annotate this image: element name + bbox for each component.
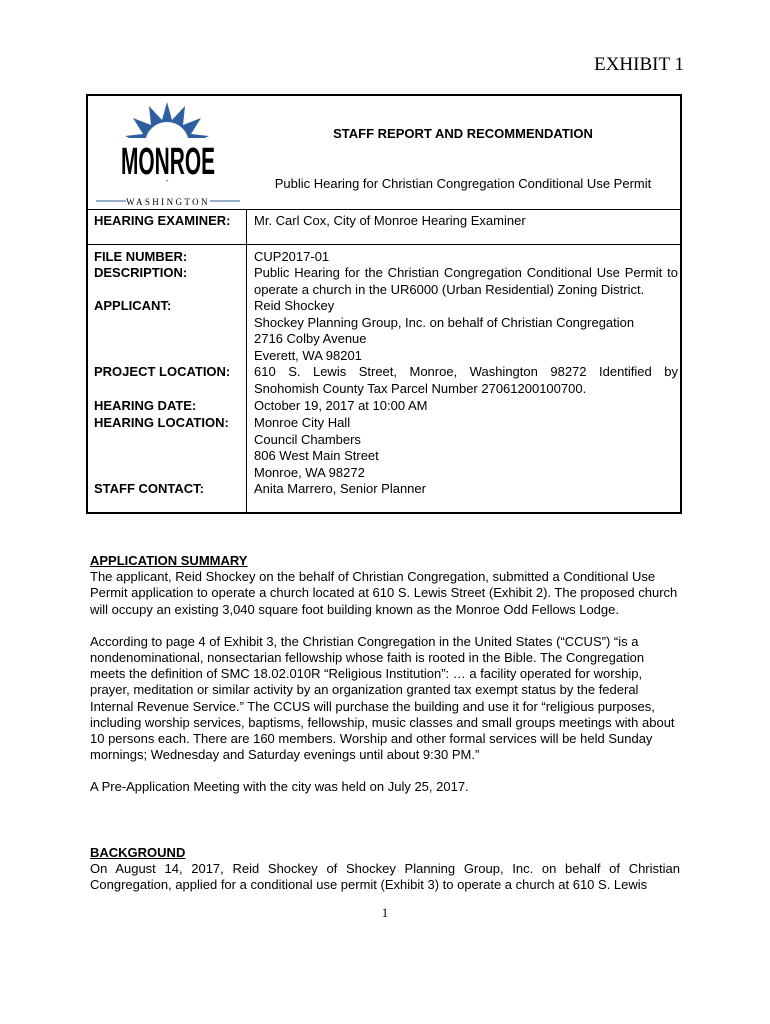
page-number: 1: [381, 905, 389, 920]
divider: [246, 244, 247, 514]
applicant-line: 2716 Colby Avenue: [254, 331, 367, 346]
logo-wordmark: MONROE: [120, 140, 216, 183]
hearing-date-label: HEARING DATE:: [94, 398, 197, 413]
summary-paragraph: A Pre-Application Meeting with the city was held on July 25, 2017.: [90, 779, 469, 795]
file-number-label: FILE NUMBER:: [94, 249, 188, 264]
hearing-location-line: Council Chambers: [254, 431, 361, 447]
divider: [246, 209, 247, 244]
applicant-line: Everett, WA 98201: [254, 347, 362, 363]
logo-subtitle: WASHINGTON: [126, 197, 210, 207]
report-header: [246, 96, 680, 209]
monroe-logo: [88, 96, 246, 209]
hearing-examiner-text: Mr. Carl Cox, City of Monroe Hearing Examiner: [254, 213, 526, 228]
applicant-line: Reid Shockey: [254, 298, 335, 313]
hearing-examiner-value: [254, 213, 678, 230]
applicant-value: [254, 298, 678, 364]
staff-contact-text: Anita Marrero, Senior Planner: [254, 481, 426, 496]
monroe-logo-icon: [88, 96, 246, 209]
hearing-date-text: October 19, 2017 at 10:00 AM: [254, 398, 428, 413]
summary-heading: APPLICATION SUMMARY: [90, 553, 248, 568]
project-location-value: [254, 364, 678, 397]
divider: [88, 244, 680, 245]
report-subtitle: Public Hearing for Christian Congregation Conditional Use Permit: [274, 176, 652, 191]
project-location-line: Snohomish County Tax Parcel Number 27061200100700.: [254, 380, 587, 396]
project-location-label: PROJECT LOCATION:: [94, 364, 231, 379]
description-value: [254, 265, 678, 298]
applicant-label: APPLICANT:: [94, 298, 172, 313]
exhibit-label: EXHIBIT 1: [594, 54, 684, 75]
description-line: operate a church in the UR6000 (Urban Residential) Zoning District.: [254, 281, 645, 297]
staff-contact-label: STAFF CONTACT:: [94, 481, 204, 496]
summary-paragraph: According to page 4 of Exhibit 3, the Christian Congregation in the United States (“CCUS”) “is a nondenominational, nonsectarian fellowship whose faith is rooted in the Bible. The Congregation meets the definition of SMC 18.02.010R “Religious Institution”: … a facility operated for worship, prayer, meditation or similar activity by an organization granted tax exempt status by the federal Internal Revenue Service.” The CCUS will purchase the building and use it for “religious purposes, including worship services, baptisms, fellowship, music classes and small groups meetings with about 10 persons each. There are 160 members. Worship and other formal services will be held Sunday mornings; Wednesday and Saturday evenings until about 9:30 PM.”: [90, 633, 675, 763]
file-number-text: CUP2017-01: [254, 249, 330, 264]
application-summary: [90, 553, 680, 796]
applicant-line: Shockey Planning Group, Inc. on behalf of Christian Congregation: [254, 314, 635, 330]
hearing-location-label: HEARING LOCATION:: [94, 415, 229, 430]
project-location-line: 610 S. Lewis Street, Monroe, Washington 98272 Identified by: [254, 364, 678, 379]
background-line: On August 14, 2017, Reid Shockey of Shockey Planning Group, Inc. on behalf of Christian: [90, 861, 680, 877]
staff-report-table: [86, 94, 682, 514]
hearing-location-line: 806 West Main Street: [254, 448, 379, 463]
summary-paragraph: The applicant, Reid Shockey on the behalf of Christian Congregation, submitted a Conditional Use Permit application to operate a church located at 610 S. Lewis Street (Exhibit 2). The proposed church will occupy an existing 3,040 square foot building known as the Monroe Odd Fellows Lodge.: [90, 569, 678, 617]
description-line: Public Hearing for the Christian Congregation Conditional Use Permit to: [254, 265, 678, 280]
description-label: DESCRIPTION:: [94, 265, 188, 280]
file-number-value: [254, 249, 678, 266]
background-line: Congregation, applied for a conditional use permit (Exhibit 3) to operate a church at 610 S. Lewis: [90, 877, 648, 893]
hearing-location-line: Monroe City Hall: [254, 415, 351, 430]
background-heading: BACKGROUND: [90, 845, 186, 860]
hearing-location-value: [254, 415, 678, 481]
hearing-date-value: [254, 398, 678, 415]
hearing-examiner-label: HEARING EXAMINER:: [94, 213, 231, 228]
divider: [88, 209, 680, 210]
staff-contact-value: [254, 481, 678, 498]
background-section: [90, 845, 680, 894]
hearing-location-line: Monroe, WA 98272: [254, 464, 365, 480]
report-title: STAFF REPORT AND RECOMMENDATION: [333, 126, 593, 141]
